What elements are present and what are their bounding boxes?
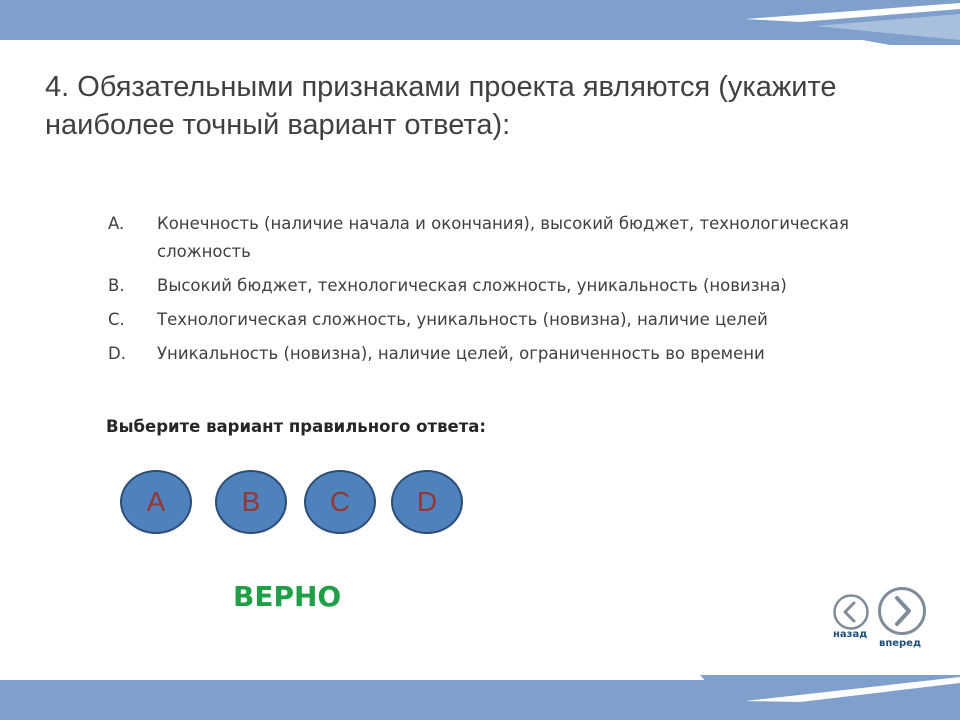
- forward-button[interactable]: [876, 585, 928, 637]
- back-label[interactable]: назад: [833, 629, 868, 640]
- option-c: [108, 306, 908, 334]
- option-b: [108, 272, 908, 300]
- answer-prompt: Выберите вариант правильного ответа:: [106, 417, 486, 436]
- answer-c-button[interactable]: C: [304, 470, 376, 534]
- answer-b-button[interactable]: B: [215, 470, 287, 534]
- question-title: 4. Обязательными признаками проекта являются (укажите наиболее точный вариант ответа):: [45, 71, 837, 141]
- option-text: Технологическая сложность, уникальность (новизна), наличие целей: [157, 310, 768, 329]
- chevron-left-icon: [835, 596, 868, 629]
- answer-d-button[interactable]: D: [391, 470, 463, 534]
- option-d: [108, 340, 908, 368]
- options-list: [108, 210, 908, 374]
- option-letter: A.: [108, 214, 125, 233]
- bottom-banner: [0, 675, 960, 720]
- back-button[interactable]: [832, 593, 870, 631]
- option-text: Конечность (наличие начала и окончания), высокий бюджет, технологическая сложность: [157, 214, 849, 261]
- option-text: Высокий бюджет, технологическая сложность, уникальность (новизна): [157, 276, 787, 295]
- result-text: ВЕРНО: [233, 580, 342, 613]
- chevron-right-icon: [880, 589, 925, 634]
- option-letter: B.: [108, 276, 125, 295]
- option-a: [108, 210, 908, 266]
- forward-label[interactable]: вперед: [879, 638, 922, 649]
- top-banner: [0, 0, 960, 45]
- answer-a-button[interactable]: A: [120, 470, 192, 534]
- option-letter: D.: [108, 344, 126, 363]
- option-letter: C.: [108, 310, 125, 329]
- option-text: Уникальность (новизна), наличие целей, ограниченность во времени: [157, 344, 765, 363]
